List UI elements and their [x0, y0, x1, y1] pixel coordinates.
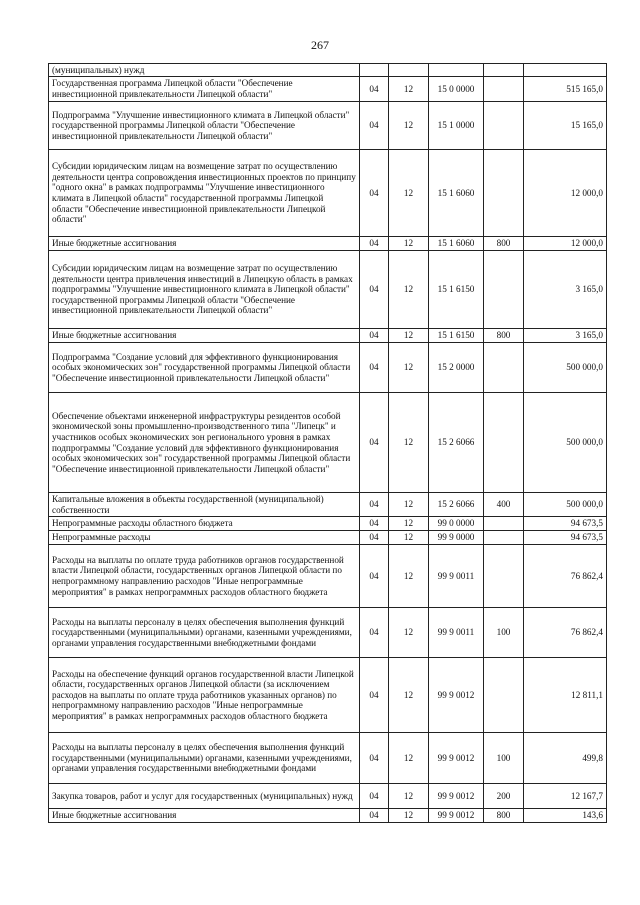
row-amount: 500 000,0: [524, 393, 607, 493]
row-amount: 3 165,0: [524, 329, 607, 343]
row-description: (муниципальных) нужд: [49, 64, 360, 77]
row-description: Субсидии юридическим лицам на возмещение затрат по осуществлению деятельности центра сопровождения инвестиционных проектов по принципу "одного окна" в рамках подпрограммы "Улучшение инвестиционного климата в Липецкой области" государственной программы Липецкой области "Обеспечение инвестиционной привлекательности Липецкой области": [49, 150, 360, 237]
row-amount: 12 000,0: [524, 237, 607, 251]
table-row: [49, 517, 607, 531]
row-amount: 500 000,0: [524, 493, 607, 517]
row-target-article-code: 99 9 0012: [429, 784, 484, 809]
row-expense-type-code: 400: [484, 493, 524, 517]
row-description: Закупка товаров, работ и услуг для государственных (муниципальных) нужд: [49, 784, 360, 809]
row-target-article-code: 15 2 6066: [429, 393, 484, 493]
row-expense-type-code: [484, 531, 524, 545]
table-row: [49, 64, 607, 77]
row-section-code: 04: [360, 531, 389, 545]
row-amount: [524, 64, 607, 77]
row-target-article-code: 99 9 0011: [429, 608, 484, 658]
row-subsection-code: 12: [389, 393, 429, 493]
row-subsection-code: 12: [389, 517, 429, 531]
row-target-article-code: 15 2 6066: [429, 493, 484, 517]
table-row: [49, 150, 607, 237]
row-amount: 94 673,5: [524, 517, 607, 531]
row-section-code: 04: [360, 658, 389, 733]
table-row: [49, 329, 607, 343]
row-description: Непрограммные расходы областного бюджета: [49, 517, 360, 531]
row-description: Иные бюджетные ассигнования: [49, 809, 360, 823]
row-section-code: 04: [360, 251, 389, 329]
row-target-article-code: 99 9 0012: [429, 658, 484, 733]
row-expense-type-code: 100: [484, 608, 524, 658]
table-row: [49, 608, 607, 658]
row-section-code: 04: [360, 343, 389, 393]
table-row: [49, 77, 607, 102]
row-subsection-code: [389, 64, 429, 77]
table-row: [49, 784, 607, 809]
row-section-code: 04: [360, 77, 389, 102]
row-section-code: 04: [360, 329, 389, 343]
row-subsection-code: 12: [389, 150, 429, 237]
budget-table-body: [49, 64, 607, 823]
row-expense-type-code: [484, 150, 524, 237]
row-amount: 76 862,4: [524, 545, 607, 608]
table-row: [49, 531, 607, 545]
table-row: [49, 251, 607, 329]
row-subsection-code: 12: [389, 237, 429, 251]
table-row: [49, 733, 607, 784]
table-row: [49, 545, 607, 608]
row-target-article-code: 15 2 0000: [429, 343, 484, 393]
row-expense-type-code: [484, 517, 524, 531]
row-expense-type-code: [484, 251, 524, 329]
row-expense-type-code: 200: [484, 784, 524, 809]
row-section-code: 04: [360, 237, 389, 251]
row-expense-type-code: 800: [484, 329, 524, 343]
row-target-article-code: 15 1 6150: [429, 251, 484, 329]
row-subsection-code: 12: [389, 531, 429, 545]
row-description: Обеспечение объектами инженерной инфраструктуры резидентов особой экономической зоны промышленно-производственного типа "Липецк" и участников особых экономических зон регионального уровня в рамках подпрограммы "Создание условий для эффективного функционирования особых экономических зон" государственной программы Липецкой области "Обеспечение инвестиционной привлекательности Липецкой области": [49, 393, 360, 493]
row-section-code: 04: [360, 150, 389, 237]
row-description: Подпрограмма "Улучшение инвестиционного климата в Липецкой области" государственной программы Липецкой области "Обеспечение инвестиционной привлекательности Липецкой области": [49, 102, 360, 150]
table-row: [49, 658, 607, 733]
row-expense-type-code: [484, 393, 524, 493]
budget-table: [48, 63, 607, 823]
table-row: [49, 237, 607, 251]
row-target-article-code: 15 1 0000: [429, 102, 484, 150]
row-amount: 12 000,0: [524, 150, 607, 237]
row-subsection-code: 12: [389, 733, 429, 784]
row-target-article-code: [429, 64, 484, 77]
row-amount: 143,6: [524, 809, 607, 823]
row-target-article-code: 15 1 6150: [429, 329, 484, 343]
row-target-article-code: 99 9 0012: [429, 733, 484, 784]
row-expense-type-code: [484, 102, 524, 150]
row-section-code: 04: [360, 393, 389, 493]
row-description: Непрограммные расходы: [49, 531, 360, 545]
row-section-code: 04: [360, 102, 389, 150]
row-subsection-code: 12: [389, 809, 429, 823]
row-amount: 500 000,0: [524, 343, 607, 393]
row-section-code: [360, 64, 389, 77]
row-description: Расходы на выплаты по оплате труда работников органов государственной власти Липецкой области, государственных органов Липецкой области по непрограммному направлению расходов "Иные непрограммные мероприятия" в рамках непрограммных расходов областного бюджета: [49, 545, 360, 608]
row-description: Иные бюджетные ассигнования: [49, 329, 360, 343]
row-amount: 499,8: [524, 733, 607, 784]
row-expense-type-code: [484, 64, 524, 77]
row-target-article-code: 15 1 6060: [429, 150, 484, 237]
row-subsection-code: 12: [389, 329, 429, 343]
row-expense-type-code: 800: [484, 237, 524, 251]
row-target-article-code: 15 0 0000: [429, 77, 484, 102]
row-amount: 15 165,0: [524, 102, 607, 150]
row-subsection-code: 12: [389, 102, 429, 150]
row-amount: 12 167,7: [524, 784, 607, 809]
page-number: 267: [311, 38, 329, 52]
row-section-code: 04: [360, 608, 389, 658]
row-amount: 515 165,0: [524, 77, 607, 102]
table-row: [49, 493, 607, 517]
row-expense-type-code: 100: [484, 733, 524, 784]
row-subsection-code: 12: [389, 77, 429, 102]
row-description: Расходы на обеспечение функций органов государственной власти Липецкой области, государственных органов Липецкой области (за исключением расходов на выплаты по оплате труда работников указанных органов) по непрограммному направлению расходов "Иные непрограммные мероприятия" в рамках непрограммных расходов областного бюджета: [49, 658, 360, 733]
row-amount: 3 165,0: [524, 251, 607, 329]
row-description: Капитальные вложения в объекты государственной (муниципальной) собственности: [49, 493, 360, 517]
row-subsection-code: 12: [389, 251, 429, 329]
row-expense-type-code: [484, 658, 524, 733]
row-expense-type-code: [484, 545, 524, 608]
row-amount: 12 811,1: [524, 658, 607, 733]
row-target-article-code: 99 0 0000: [429, 517, 484, 531]
row-section-code: 04: [360, 493, 389, 517]
row-target-article-code: 99 9 0012: [429, 809, 484, 823]
row-expense-type-code: 800: [484, 809, 524, 823]
table-row: [49, 343, 607, 393]
table-row: [49, 102, 607, 150]
row-section-code: 04: [360, 545, 389, 608]
row-expense-type-code: [484, 343, 524, 393]
row-target-article-code: 99 9 0000: [429, 531, 484, 545]
row-subsection-code: 12: [389, 545, 429, 608]
row-subsection-code: 12: [389, 784, 429, 809]
row-description: Расходы на выплаты персоналу в целях обеспечения выполнения функций государственными (муниципальными) органами, казенными учреждениями, органами управления государственными внебюджетными фондами: [49, 733, 360, 784]
row-amount: 76 862,4: [524, 608, 607, 658]
row-description: Субсидии юридическим лицам на возмещение затрат по осуществлению деятельности центра привлечения инвестиций в Липецкую область в рамках подпрограммы "Улучшение инвестиционного климата в Липецкой области" государственной программы Липецкой области "Обеспечение инвестиционной привлекательности Липецкой области": [49, 251, 360, 329]
row-subsection-code: 12: [389, 658, 429, 733]
row-section-code: 04: [360, 784, 389, 809]
row-description: Государственная программа Липецкой области "Обеспечение инвестиционной привлекательности Липецкой области": [49, 77, 360, 102]
row-description: Расходы на выплаты персоналу в целях обеспечения выполнения функций государственными (муниципальными) органами, казенными учреждениями, органами управления государственными внебюджетными фондами: [49, 608, 360, 658]
row-target-article-code: 15 1 6060: [429, 237, 484, 251]
row-section-code: 04: [360, 517, 389, 531]
table-row: [49, 393, 607, 493]
row-subsection-code: 12: [389, 608, 429, 658]
row-expense-type-code: [484, 77, 524, 102]
row-description: Подпрограмма "Создание условий для эффективного функционирования особых экономических зон" государственной программы Липецкой области "Обеспечение инвестиционной привлекательности Липецкой области": [49, 343, 360, 393]
table-row: [49, 809, 607, 823]
row-subsection-code: 12: [389, 343, 429, 393]
row-section-code: 04: [360, 809, 389, 823]
row-subsection-code: 12: [389, 493, 429, 517]
row-target-article-code: 99 9 0011: [429, 545, 484, 608]
row-description: Иные бюджетные ассигнования: [49, 237, 360, 251]
row-amount: 94 673,5: [524, 531, 607, 545]
row-section-code: 04: [360, 733, 389, 784]
